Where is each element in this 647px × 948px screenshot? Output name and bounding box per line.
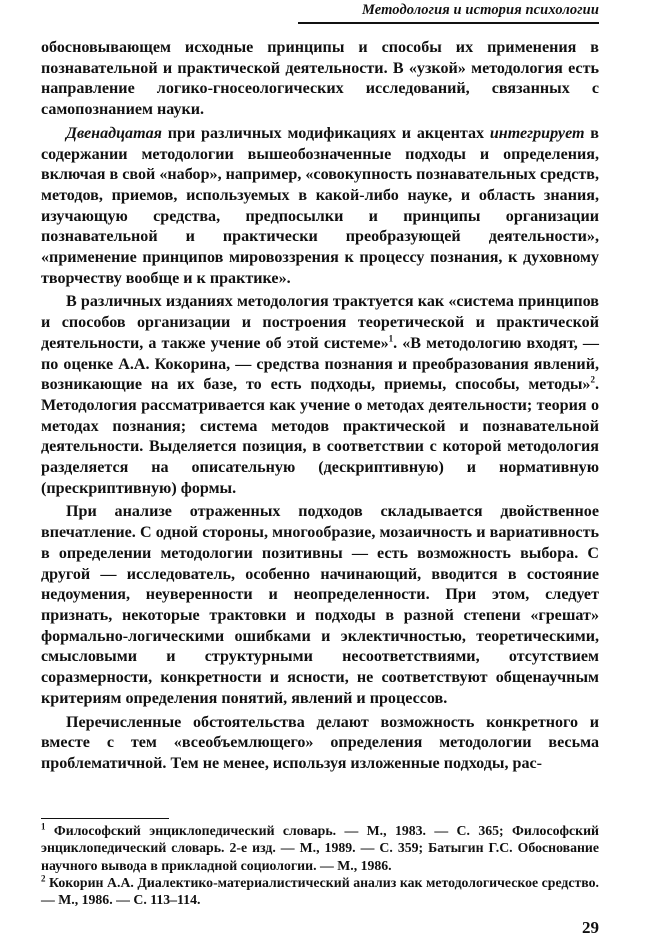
main-text — [41, 38, 599, 775]
running-head: Методология и история психологии — [361, 2, 599, 18]
paragraph-text: при различных модификациях и акцентах — [161, 124, 490, 142]
footnote-text: Кокорин А.А. Диалектико-материалистический анализ как методологическое средство. — М., 1986. — С. 113–114. — [41, 874, 599, 908]
footnote-rule — [41, 818, 169, 819]
paragraph — [41, 292, 599, 499]
emphasis-term: Двенадцатая — [66, 124, 162, 142]
paragraph: При анализе отраженных подходов складывается двойственное впечатление. С одной стороны, многообразие, мозаичность и вариативность в определении методологии позитивны — есть возможность выбора. С другой — исследователь, особенно начинающий, вводится в состояние недоумения, неуверенности и неопределенности. При этом, следует признать, некоторые трактовки и подходы в разной степени «грешат» формально-логическими ошибками и эклектичностью, теоретическими, смысловыми и структурными несоответствиями, отсутствием соразмерности, конкретности и ясности, не соответствуют общенаучным критериям определения понятий, явлений и процессов. — [41, 503, 599, 707]
paragraph — [41, 124, 599, 290]
paragraph: Перечисленные обстоятельства делают возможность конкретного и вместе с тем «всеобъемлющего» определения методологии весьма проблематичной. Тем не менее, используя изложенные подходы, рас- — [41, 713, 599, 772]
paragraph-text: . Методология рассматривается как учение о методах деятельности; теория о методах познания; система методов практической и познавательной деятельности. Выделяется позиция, в соответствии с которой методология разделяется на описательную (дескриптивную) и нормативную (прескриптивную) формы. — [41, 376, 599, 497]
header-rule — [298, 22, 599, 24]
paragraph-text: . «В методологию входят, — по оценке А.А. Кокорина, — средства познания и преобразования явлений, возникающие на их базе, то есть подходы, приемы, способы, методы» — [41, 334, 599, 394]
footnotes — [41, 822, 599, 908]
paragraph-text: в содержании методологии вышеобозначенные подходы и определения, включая в свой «набор», например, «совокупность познавательных средств, методов, приемов, используемых в какой-либо науке, и область знания, изучающую средства, предпосылки и принципы организации познавательной и практически преобразующей деятельности», «применение принципов мировоззрения к процессу познания, к духовному творчеству вообще и к практике». — [41, 124, 599, 287]
paragraph-text: В различных изданиях методология трактуется как «система принципов и способов организации и построения теоретической и практической деятельности, а также учение об этой системе» — [41, 293, 599, 352]
footnote-mark: 1 — [41, 821, 46, 832]
footnote-mark: 2 — [41, 873, 46, 884]
footnote-ref: 2 — [590, 374, 595, 385]
page-number: 29 — [582, 918, 599, 937]
footnote-text: Философский энциклопедический словарь. — М., 1983. — С. 365; Философский энциклопедический словарь. 2-е изд. — М., 1989. — С. 359; Батыгин Г.С. Обоснование научного вывода в прикладной социологии. — М., 1986. — [41, 823, 599, 873]
footnote-ref: 1 — [388, 333, 394, 344]
paragraph: обосновывающем исходные принципы и способы их применения в познавательной и практической деятельности. В «узкой» методология есть направление логико-гносеологических исследований, связанных с самопознанием науки. — [41, 39, 599, 119]
emphasis-term: интегрирует — [489, 124, 585, 142]
footnote — [41, 874, 599, 909]
footnote — [41, 822, 599, 874]
